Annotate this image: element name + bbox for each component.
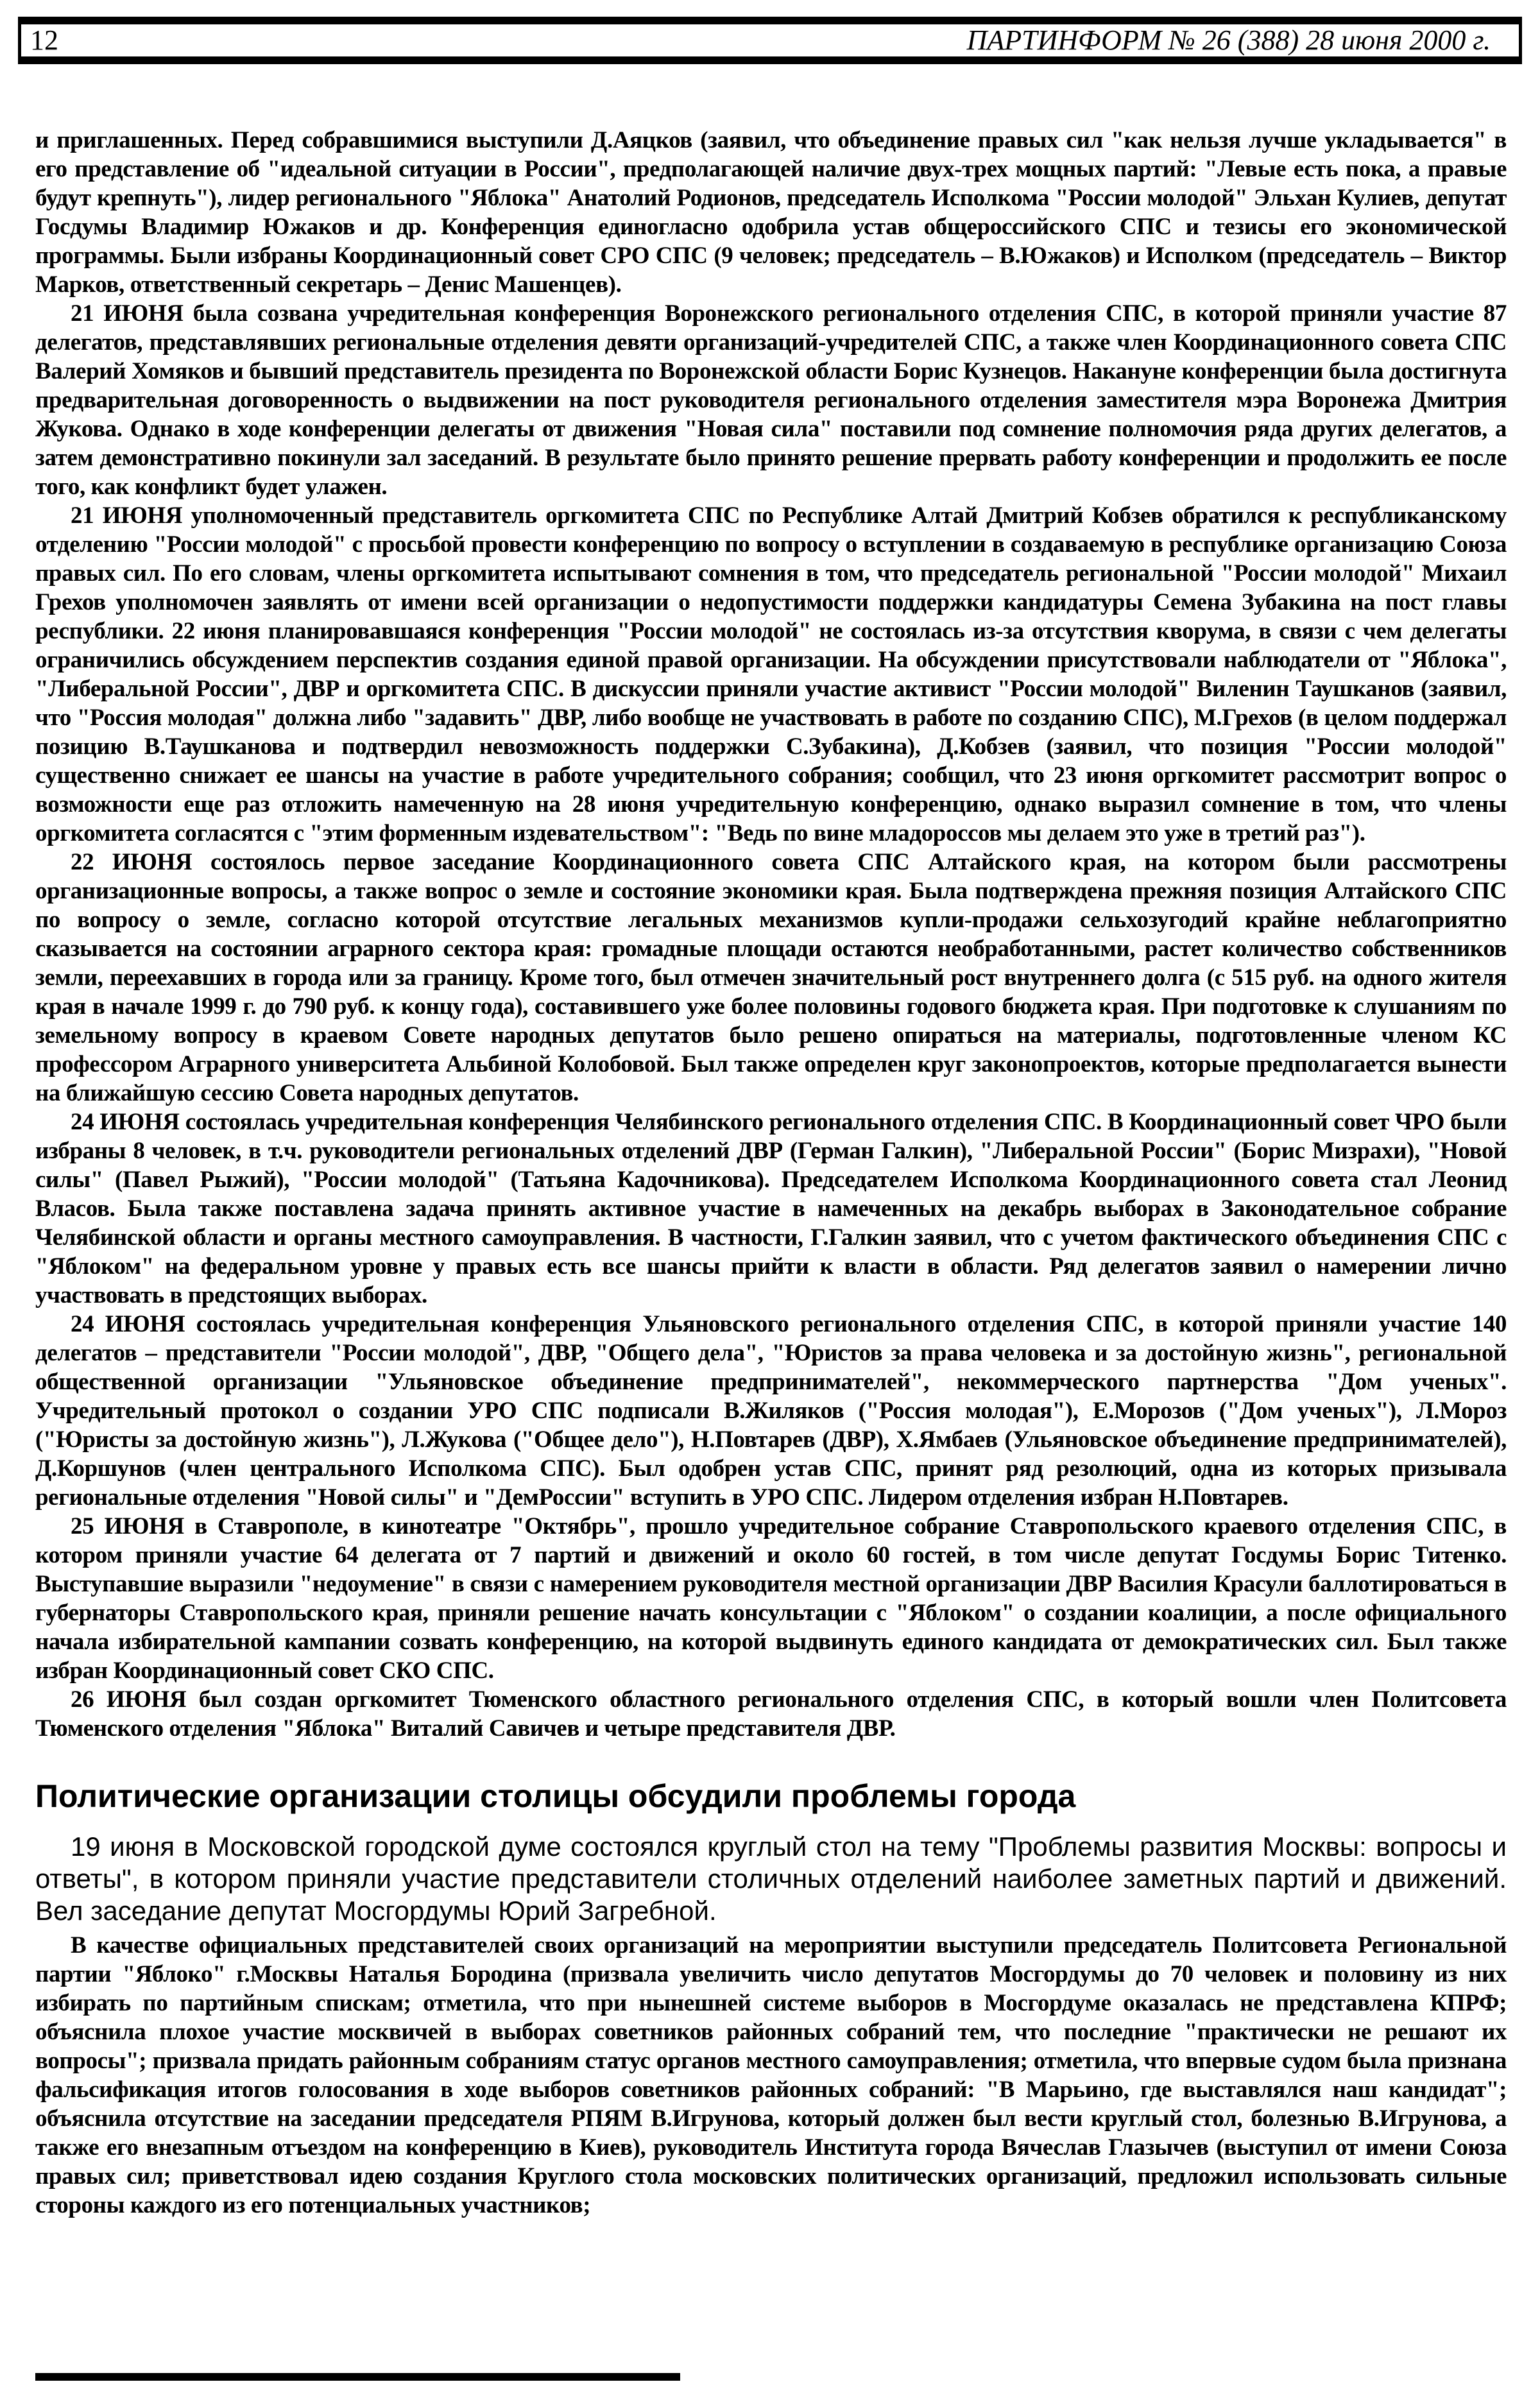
paragraph-moscow-roundtable-body: В качестве официальных представителей своих организаций на мероприятии выступили председатель Политсовета Региональной партии "Яблоко" г.Москвы Наталья Бородина (призвала увеличить число депутатов Мосгордумы до 70 человек и половину из них избирать по партийным спискам; отметила, что при нынешней системе выборов в Мосгордуме оказалась не представлена КПРФ; объяснила плохое участие москвичей в выборах советников районных собраний тем, что последние "практически не решают их вопросы"; призвала придать районным собраниям статус органов местного самоуправления; отметила, что впервые судом была признана фальсификация итогов голосования в ходе выборов советников районных собраний: "В Марьино, где выставлялся наш кандидат"; объяснила отсутствие на заседании председателя РПЯМ В.Игрунова, который должен был вести круглый стол, болезнью В.Игрунова, а также его внезапным отъездом на конференцию в Киев), руководитель Института города Вячеслав Глазычев (выступил от имени Союза правых сил; приветствовал идею создания Круглого стола московских политических организаций, предложил использовать сильные стороны каждого из его потенциальных участников; <box>35 1932 1507 2218</box>
page-number: 12 <box>30 24 58 56</box>
bottom-scan-bar <box>35 2373 680 2381</box>
article-body <box>35 126 1507 2220</box>
section-heading: Политические организации столицы обсудили проблемы города <box>35 1778 1076 1814</box>
issue-title: ПАРТИНФОРМ № 26 (388) 28 июня 2000 г. <box>966 24 1491 56</box>
paragraph-moscow-roundtable-lead: 19 июня в Московской городской думе состоялся круглый стол на тему "Проблемы развития Москвы: вопросы и ответы", в котором приняли участие представители столичных отделений наиболее заметных партий и движений. Вел заседание депутат Мосгордумы Юрий Загребной. <box>35 1831 1507 1926</box>
paragraph-25-june-stavropol: 25 ИЮНЯ в Ставрополе, в кинотеатре "Октябрь", прошло учредительное собрание Ставропольского краевого отделения СПС, в котором приняли участие 64 делегата от 7 партий и движений и около 60 гостей, в том числе депутат Госдумы Борис Титенко. Выступавшие выразили "недоумение" в связи с намерением руководителя местной организации ДВР Василия Красули баллотироваться в губернаторы Ставропольского края, приняли решение начать консультации с "Яблоком" о создании коалиции, а после официального начала избирательной кампании созвать конференцию, на которой выдвинуть единого кандидата от демократических сил. Был также избран Координационный совет СКО СПС. <box>35 1513 1507 1684</box>
paragraph-21-june-altai: 21 ИЮНЯ уполномоченный представитель оргкомитета СПС по Республике Алтай Дмитрий Кобзев обратился к республиканскому отделению "России молодой" с просьбой провести конференцию по вопросу о вступлении в создаваемую в республике организацию Союза правых сил. По его словам, члены оргкомитета испытывают сомнения в том, что председатель региональной "России молодой" Михаил Грехов уполномочен заявлять от имени всей организации о недопустимости поддержки кандидатуры Семена Зубакина на пост главы республики. 22 июня планировавшаяся конференция "России молодой" не состоялась из-за отсутствия кворума, в связи с чем делегаты ограничились обсуждением перспектив создания единой правой организации. На обсуждении присутствовали наблюдатели от "Яблока", "Либеральной России", ДВР и оргкомитета СПС. В дискуссии приняли участие активист "России молодой" Виленин Таушканов (заявил, что "Россия молодая" должна либо "задавить" ДВР, либо вообще не участвовать в работе по созданию СПС), М.Грехов (в целом поддержал позицию В.Таушканова и подтвердил невозможность поддержки С.Зубакина), Д.Кобзев (заявил, что позиция "России молодой" существенно снижает ее шансы на участие в работе учредительного собрания; сообщил, что 23 июня оргкомитет рассмотрит вопрос о возможности еще раз отложить намеченную на 28 июня учредительную конференцию, однако выразил сомнение в том, что члены оргкомитета согласятся с "этим форменным издевательством": "Ведь по вине младороссов мы делаем это уже в третий раз"). <box>35 502 1507 846</box>
masthead <box>18 17 1522 64</box>
paragraph-22-june-altai-krai: 22 ИЮНЯ состоялось первое заседание Координационного совета СПС Алтайского края, на котором были рассмотрены организационные вопросы, а также вопрос о земле и состояние экономики края. Была подтверждена прежняя позиция Алтайского СПС по вопросу о земле, согласно которой отсутствие легальных механизмов купли-продажи сельхозугодий крайне неблагоприятно сказывается на состоянии аграрного сектора края: громадные площади остаются необработанными, растет количество собственников земли, переехавших в города или за границу. Кроме того, был отмечен значительный рост внутреннего долга (с 515 руб. на одного жителя края в начале 1999 г. до 790 руб. к концу года), составившего уже более половины годового бюджета края. При подготовке к слушаниям по земельному вопросу в краевом Совете народных депутатов было решено опираться на материалы, подготовленные членом КС профессором Аграрного университета Альбиной Колобовой. Был также определен круг законопроектов, которые предполагается вынести на ближайшую сессию Совета народных депутатов. <box>35 849 1507 1106</box>
paragraph-24-june-ulyanovsk: 24 ИЮНЯ состоялась учредительная конференция Ульяновского регионального отделения СПС, в которой приняли участие 140 делегатов – представители "России молодой", ДВР, "Общего дела", "Юристов за права человека и за достойную жизнь", региональной общественной организации "Ульяновское объединение предпринимателей", некоммерческого партнерства "Дом ученых". Учредительный протокол о создании УРО СПС подписали В.Жиляков ("Россия молодая"), Е.Морозов ("Дом ученых"), Л.Мороз ("Юристы за достойную жизнь"), Л.Жукова ("Общее дело"), Н.Повтарев (ДВР), Х.Ямбаев (Ульяновское объединение предпринимателей), Д.Коршунов (член центрального Исполкома СПС). Был одобрен устав СПС, принят ряд резолюций, одна из которых призывала региональные отделения "Новой силы" и "ДемРоссии" вступить в УРО СПС. Лидером отделения избран Н.Повтарев. <box>35 1311 1507 1511</box>
paragraph-26-june-tyumen: 26 ИЮНЯ был создан оргкомитет Тюменского областного регионального отделения СПС, в который вошли член Политсовета Тюменского отделения "Яблока" Виталий Савичев и четыре представителя ДВР. <box>35 1686 1507 1742</box>
paragraph-conference-continuation: и приглашенных. Перед собравшимися выступили Д.Аяцков (заявил, что объединение правых сил "как нельзя лучше укладывается" в его представление об "идеальной ситуации в России", предполагающей наличие двух-трех мощных партий: "Левые есть пока, а правые будут крепнуть"), лидер регионального "Яблока" Анатолий Родионов, председатель Исполкома "России молодой" Эльхан Кулиев, депутат Госдумы Владимир Южаков и др. Конференция единогласно одобрила устав общероссийского СПС и тезисы его экономической программы. Были избраны Координационный совет СРО СПС (9 человек; председатель – В.Южаков) и Исполком (председатель – Виктор Марков, ответственный секретарь – Денис Машенцев). <box>35 127 1507 298</box>
paragraph-21-june-voronezh: 21 ИЮНЯ была созвана учредительная конференция Воронежского регионального отделения СПС, в которой приняли участие 87 делегатов, представлявших региональные отделения девяти организаций-учредителей СПС, а также член Координационного совета СПС Валерий Хомяков и бывший представитель президента по Воронежской области Борис Кузнецов. Накануне конференции была достигнута предварительная договоренность о выдвижении на пост руководителя регионального отделения заместителя мэра Воронежа Дмитрия Жукова. Однако в ходе конференции делегаты от движения "Новая сила" поставили под сомнение полномочия ряда других делегатов, а затем демонстративно покинули зал заседаний. В результате было принято решение прервать работу конференции и продолжить ее после того, как конфликт будет улажен. <box>35 300 1507 500</box>
paragraph-24-june-chelyabinsk: 24 ИЮНЯ состоялась учредительная конференция Челябинского регионального отделения СПС. В Координационный совет ЧРО были избраны 8 человек, в т.ч. руководители региональных отделений ДВР (Герман Галкин), "Либеральной России" (Борис Мизрахи), "Новой силы" (Павел Рыжий), "России молодой" (Татьяна Кадочникова). Председателем Исполкома Координационного совета стал Леонид Власов. Была также поставлена задача принять активное участие в намеченных на декабрь выборах в Законодательное собрание Челябинской области и органы местного самоуправления. В частности, Г.Галкин заявил, что с учетом фактического объединения СПС с "Яблоком" на федеральном уровне у правых есть все шансы прийти к власти в области. Ряд делегатов заявил о намерении лично участвовать в предстоящих выборах. <box>35 1109 1507 1308</box>
